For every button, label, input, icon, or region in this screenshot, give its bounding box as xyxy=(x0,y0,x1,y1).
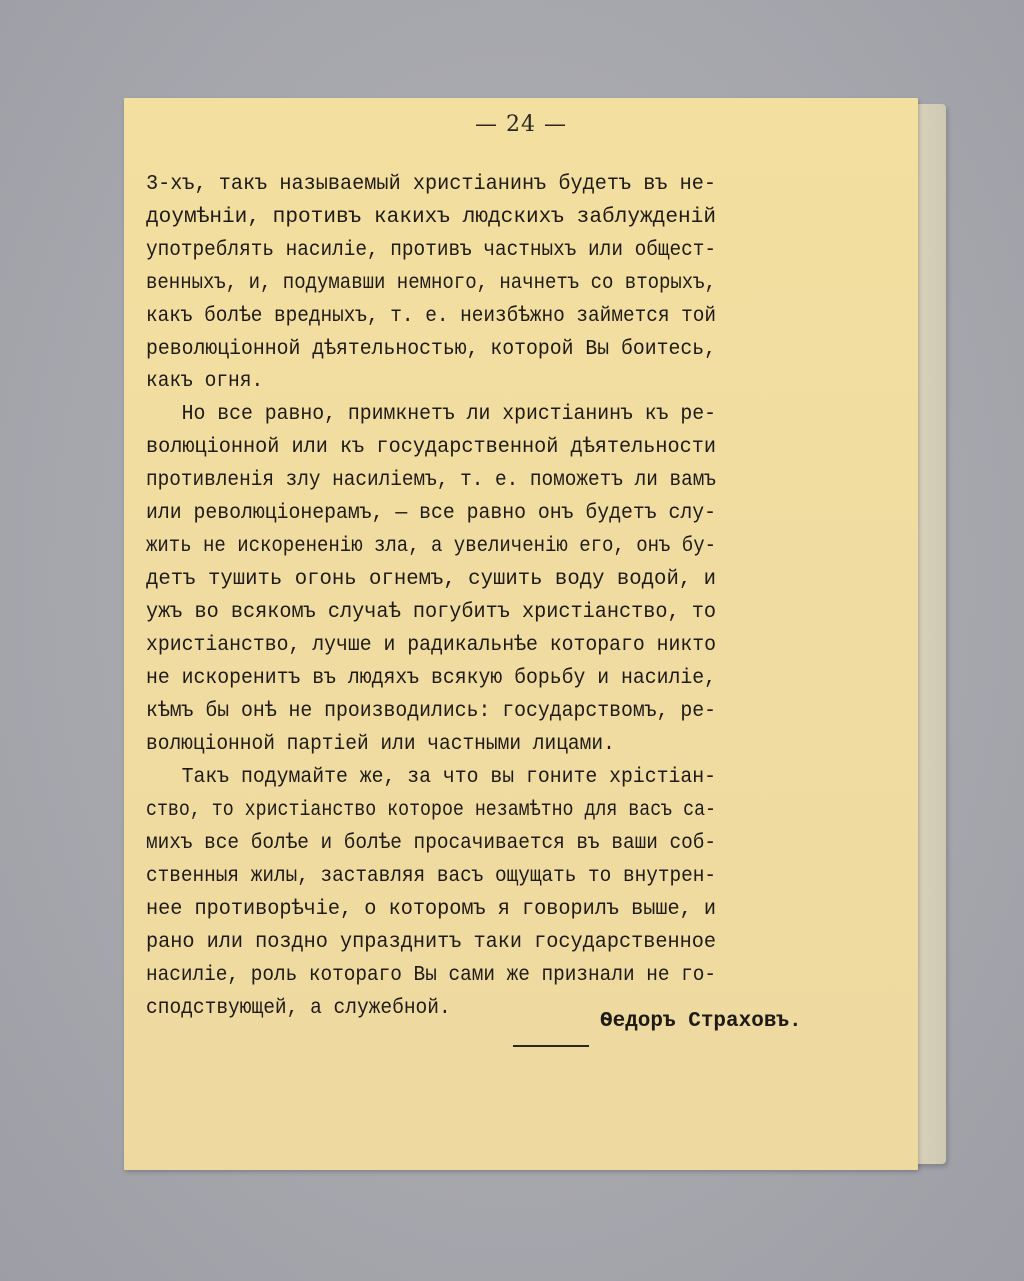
text-line: или революціонерамъ, — все равно онъ будетъ слу- xyxy=(146,502,717,525)
text-line: христіанство, лучше и радикальнѣе котораго никто xyxy=(146,634,717,657)
text-line: противленія злу насиліемъ, т. е. поможетъ ли вамъ xyxy=(146,469,717,492)
text-line: какъ огня. xyxy=(146,370,264,393)
text-line: нее противорѣчіе, о которомъ я говорилъ выше, и xyxy=(146,898,717,921)
text-line: не искоренитъ въ людяхъ всякую борьбу и насиліе, xyxy=(146,667,717,690)
text-line: Но все равно, примкнетъ ли христіанинъ къ ре- xyxy=(146,403,717,426)
text-line: михъ все болѣе и болѣе просачивается въ ваши соб- xyxy=(146,832,717,855)
closing-rule xyxy=(513,1045,589,1047)
text-line: волюціонной или къ государственной дѣятельности xyxy=(146,436,717,459)
text-line: ужъ во всякомъ случаѣ погубитъ христіанство, то xyxy=(146,601,717,624)
text-line: детъ тушить огонь огнемъ, сушить воду водой, и xyxy=(146,568,717,591)
page-number: — 24 — xyxy=(475,112,567,137)
text-line: Такъ подумайте же, за что вы гоните хрістіан- xyxy=(146,766,717,789)
text-line: насиліе, роль котораго Вы сами же признали не го- xyxy=(146,964,717,987)
text-line: ство, то христіанство которое незамѣтно для васъ са- xyxy=(146,799,716,822)
text-line: кѣмъ бы онѣ не производились: государствомъ, ре- xyxy=(146,700,717,723)
text-line: венныхъ, и, подумавши немного, начнетъ со вторыхъ, xyxy=(146,272,716,295)
text-line: 3-хъ, такъ называемый христіанинъ будетъ въ не- xyxy=(146,173,717,196)
text-line: какъ болѣе вредныхъ, т. е. неизбѣжно займется той xyxy=(146,305,717,328)
author-signature: Ѳедоръ Страховъ. xyxy=(600,1010,802,1033)
text-line: ственныя жилы, заставляя васъ ощущать то внутрен- xyxy=(146,865,717,888)
text-line: революціонной дѣятельностью, которой Вы боитесь, xyxy=(146,338,717,361)
text-line: волюціонной партіей или частными лицами. xyxy=(146,733,615,756)
text-line: рано или поздно упразднитъ таки государственное xyxy=(146,931,717,954)
text-line: жить не искорененію зла, а увеличенію его, онъ бу- xyxy=(146,535,716,558)
text-line: доумѣніи, противъ какихъ людскихъ заблужденій xyxy=(146,206,716,229)
text-line: употреблять насиліе, противъ частныхъ или общест- xyxy=(146,239,717,262)
text-line: сподствующей, а служебной. xyxy=(146,997,451,1020)
